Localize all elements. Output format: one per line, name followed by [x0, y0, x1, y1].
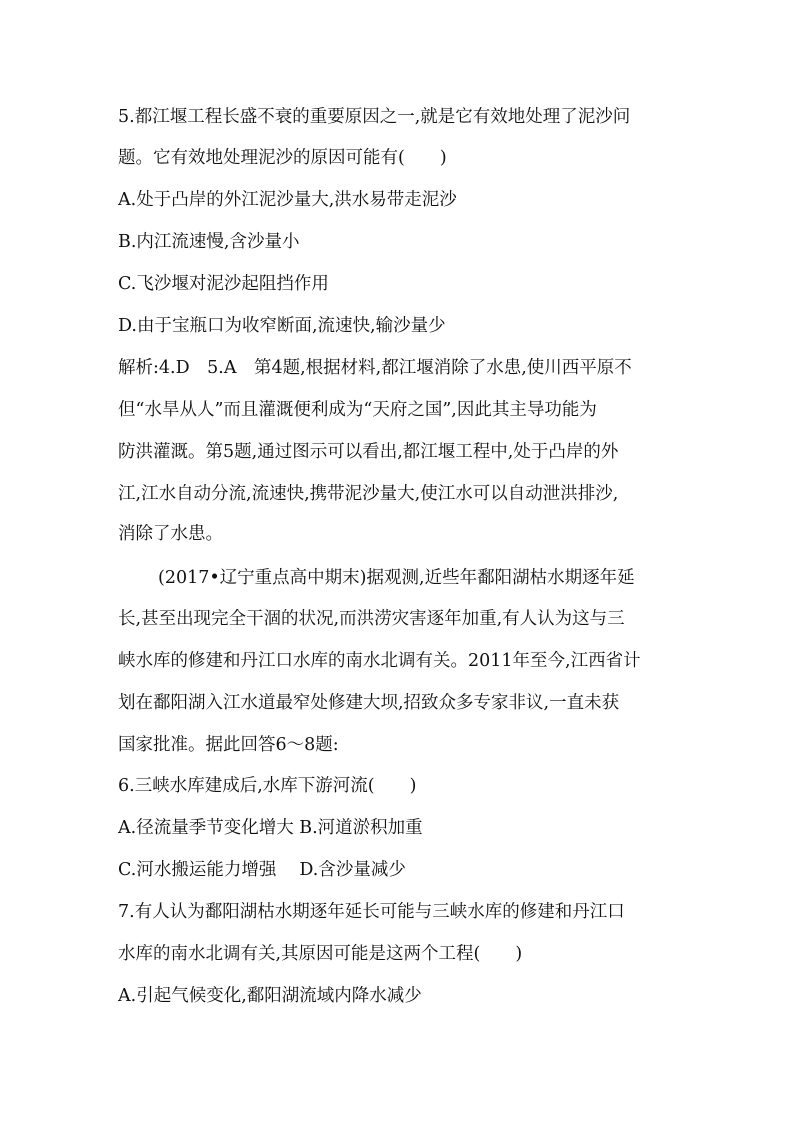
material-line-3: 峡水库的修建和丹江口水库的南水北调有关。2011年至今,江西省计 [118, 651, 641, 671]
analysis-line-5: 消除了水患。 [118, 524, 223, 544]
question-6-options-cd: C.河水搬运能力增强 D.含沙量减少 [118, 860, 406, 880]
question-7-option-a: A.引起气候变化,鄱阳湖流域内降水减少 [118, 986, 422, 1006]
analysis-line-3: 防洪灌溉。第5题,通过图示可以看出,都江堰工程中,处于凸岸的外 [118, 442, 619, 462]
question-5-option-b: B.内江流速慢,含沙量小 [118, 232, 300, 252]
analysis-line-4: 江,江水自动分流,流速快,携带泥沙量大,使江水可以自动泄洪排沙, [118, 484, 619, 504]
material-line-5: 国家批准。据此回答6～8题: [118, 735, 339, 755]
question-6-line: 6.三峡水库建成后,水库下游河流( ) [118, 776, 417, 796]
material-line-2: 长,甚至出现完全干涸的状况,而洪涝灾害逐年加重,有人认为这与三 [118, 609, 625, 629]
question-6-options-ab: A.径流量季节变化增大 B.河道淤积加重 [118, 818, 423, 838]
question-5-line-1: 5.都江堰工程长盛不衰的重要原因之一,就是它有效地处理了泥沙问 [118, 107, 631, 127]
material-line-1: (2017•辽宁重点高中期末)据观测,近些年鄱阳湖枯水期逐年延 [158, 568, 635, 588]
question-5-line-2: 题。它有效地处理泥沙的原因可能有( ) [118, 148, 447, 168]
question-7-line-2: 水库的南水北调有关,其原因可能是这两个工程( ) [118, 944, 523, 964]
analysis-line-2: 但“水旱从人”而且灌溉便利成为“天府之国”,因此其主导功能为 [118, 400, 597, 420]
analysis-line-1: 解析:4.D 5.A 第4题,根据材料,都江堰消除了水患,使川西平原不 [118, 358, 632, 378]
question-5-option-a: A.处于凸岸的外江泥沙量大,洪水易带走泥沙 [118, 190, 457, 210]
question-5-option-d: D.由于宝瓶口为收窄断面,流速快,输沙量少 [118, 316, 446, 336]
question-5-option-c: C.飞沙堰对泥沙起阻挡作用 [118, 274, 329, 294]
question-7-line-1: 7.有人认为鄱阳湖枯水期逐年延长可能与三峡水库的修建和丹江口 [118, 902, 625, 922]
material-line-4: 划在鄱阳湖入江水道最窄处修建大坝,招致众多专家非议,一直未获 [118, 693, 620, 713]
